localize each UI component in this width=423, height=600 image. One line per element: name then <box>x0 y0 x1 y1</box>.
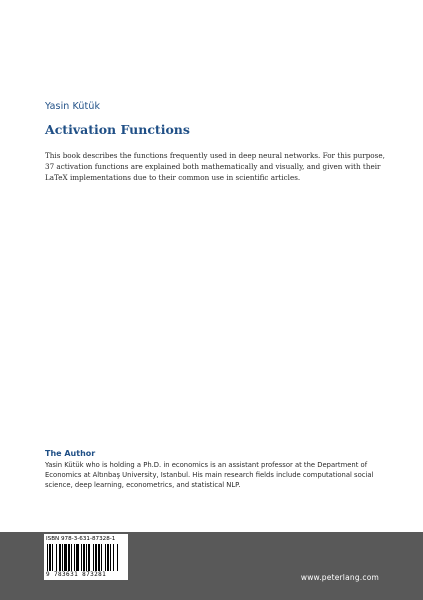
publisher-website[interactable]: www.peterlang.com <box>300 573 379 582</box>
book-title: Activation Functions <box>45 122 190 137</box>
author-bio: Yasin Kütük who is holding a Ph.D. in economics is an assistant professor at the Department of Economics at Altınbaş University, Istanbul. His main research fields include computational social science, deep learning, econometrics, and statistical NLP. <box>45 461 374 489</box>
barcode-icon <box>46 544 126 571</box>
about-author-heading: The Author <box>45 449 96 458</box>
isbn-label: ISBN 978-3-631-87328-1 <box>46 536 116 542</box>
barcode-digits: 9 783631 873281 <box>46 571 107 578</box>
author-name: Yasin Kütük <box>45 101 101 112</box>
barcode <box>44 534 128 580</box>
book-description: This book describes the functions frequently used in deep neural networks. For this purpose, 37 activation functions are explained both mathematically and visually, and given with their LaTeX implementations due to their common use in scientific articles. <box>45 151 385 182</box>
